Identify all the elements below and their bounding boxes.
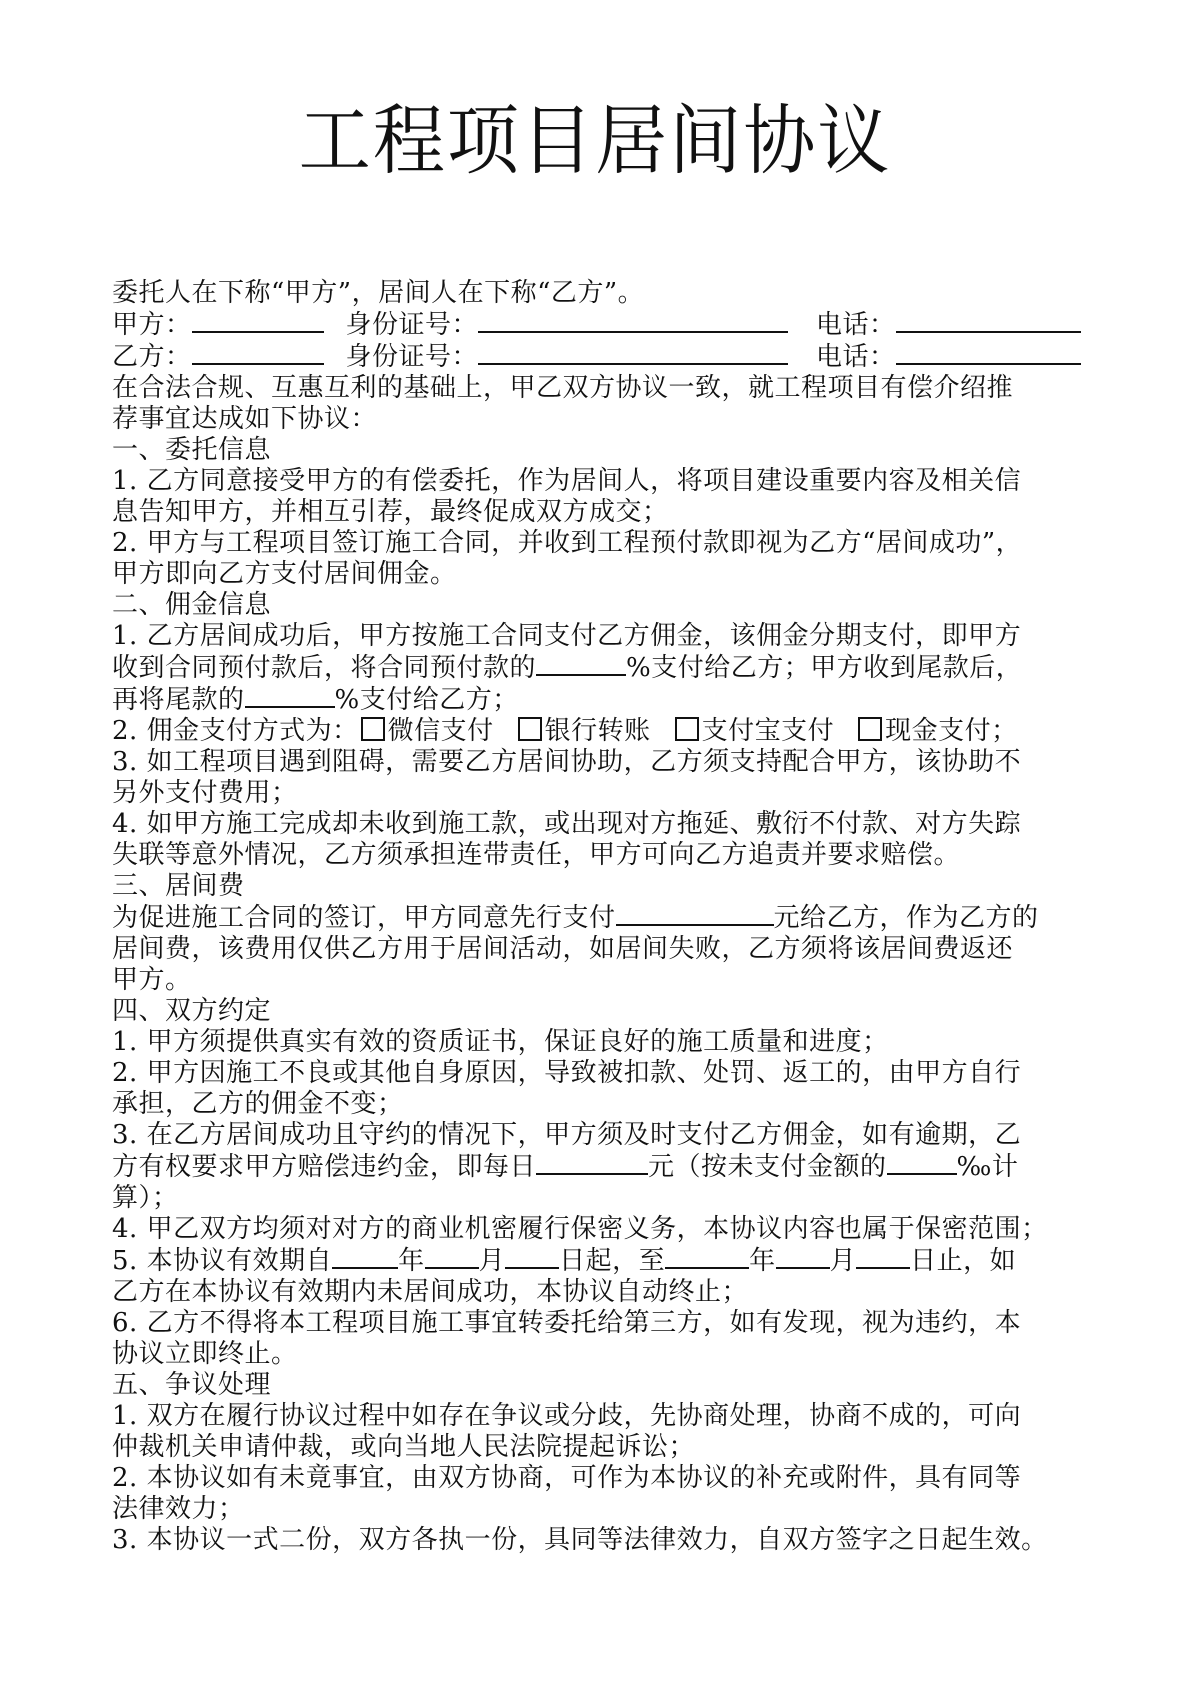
agreement-body bbox=[112, 278, 1082, 1556]
clause-text: %支付给乙方； bbox=[334, 685, 519, 715]
clause-line bbox=[112, 1151, 1082, 1183]
section-heading: 二、佣金信息 bbox=[112, 590, 272, 620]
payment-method-line bbox=[112, 716, 1082, 747]
party-b-label: 乙方： bbox=[112, 342, 192, 372]
section-heading: 五、争议处理 bbox=[112, 1370, 272, 1400]
clause-text: %支付给乙方；甲方收到尾款后， bbox=[626, 653, 1023, 683]
clause-line: 2. 甲方因施工不良或其他自身原因，导致被扣款、处罚、返工的，由甲方自行 bbox=[112, 1058, 1022, 1088]
clause-text: 月 bbox=[478, 1246, 506, 1276]
clause-text: 收到合同预付款后，将合同预付款的 bbox=[112, 653, 537, 683]
party-a-label: 甲方： bbox=[112, 310, 192, 340]
clause-line: 4. 甲乙双方均须对对方的商业机密履行保密义务，本协议内容也属于保密范围； bbox=[112, 1214, 1048, 1244]
daily-penalty-field[interactable] bbox=[536, 1151, 648, 1175]
clause-line: 另外支付费用； bbox=[112, 778, 298, 808]
clause-line: 2. 甲方与工程项目签订施工合同，并收到工程预付款即视为乙方“居间成功”， bbox=[112, 528, 1023, 558]
clause-line: 2. 本协议如有未竟事宜，由双方协商，可作为本协议的补充或附件，具有同等 bbox=[112, 1463, 1022, 1493]
clause-text: 日止，如 bbox=[910, 1246, 1017, 1276]
bank-transfer-checkbox[interactable] bbox=[518, 717, 542, 741]
clause-line: 失联等意外情况，乙方须承担连带责任，甲方可向乙方追责并要求赔偿。 bbox=[112, 840, 961, 870]
clause-line: 算）； bbox=[112, 1183, 179, 1213]
party-b-line bbox=[112, 341, 1082, 373]
final-percent-field[interactable] bbox=[245, 684, 335, 708]
clause-line: 3. 本协议一式二份，双方各执一份，具同等法律效力，自双方签字之日起生效。 bbox=[112, 1525, 1048, 1555]
party-a-id-field[interactable] bbox=[478, 309, 788, 333]
party-a-id-label: 身份证号： bbox=[345, 310, 479, 340]
clause-line: 甲方即向乙方支付居间佣金。 bbox=[112, 559, 457, 589]
party-b-tel-field[interactable] bbox=[896, 341, 1081, 365]
penalty-permille-field[interactable] bbox=[887, 1151, 957, 1175]
preamble-line: 在合法合规、互惠互利的基础上，甲乙双方协议一致，就工程项目有偿介绍推 bbox=[112, 373, 1014, 403]
clause-line: 4. 如甲方施工完成却未收到施工款，或出现对方拖延、敷衍不付款、对方失踪 bbox=[112, 809, 1022, 839]
clause-line: 1. 乙方居间成功后，甲方按施工合同支付乙方佣金，该佣金分期支付，即甲方 bbox=[112, 621, 1022, 651]
party-a-tel-field[interactable] bbox=[896, 309, 1081, 333]
clause-line: 1. 甲方须提供真实有效的资质证书，保证良好的施工质量和进度； bbox=[112, 1027, 889, 1057]
clause-text: 再将尾款的 bbox=[112, 685, 245, 715]
clause-line: 居间费，该费用仅供乙方用于居间活动，如居间失败，乙方须将该居间费返还 bbox=[112, 934, 1014, 964]
clause-text: 日起，至 bbox=[559, 1246, 666, 1276]
clause-line: 6. 乙方不得将本工程项目施工事宜转委托给第三方，如有发现，视为违约，本 bbox=[112, 1308, 1022, 1338]
checkbox-label: 支付宝支付 bbox=[701, 716, 835, 746]
cash-checkbox[interactable] bbox=[858, 717, 882, 741]
clause-line: 乙方在本协议有效期内未居间成功，本协议自动终止； bbox=[112, 1277, 749, 1307]
clause-line: 协议立即终止。 bbox=[112, 1339, 298, 1369]
start-year-field[interactable] bbox=[332, 1245, 398, 1269]
clause-text: 年 bbox=[749, 1246, 776, 1276]
section-heading: 一、委托信息 bbox=[112, 435, 272, 465]
end-month-field[interactable] bbox=[776, 1245, 830, 1269]
party-b-tel-label: 电话： bbox=[816, 342, 896, 372]
party-a-tel-label: 电话： bbox=[816, 310, 896, 340]
clause-line: 1. 双方在履行协议过程中如存在争议或分歧，先协商处理，协商不成的，可向 bbox=[112, 1401, 1022, 1431]
clause-line: 3. 在乙方居间成功且守约的情况下，甲方须及时支付乙方佣金，如有逾期，乙 bbox=[112, 1120, 1022, 1150]
clause-text: 5. 本协议有效期自 bbox=[112, 1246, 333, 1276]
clause-text: 方有权要求甲方赔偿违约金，即每日 bbox=[112, 1152, 537, 1182]
clause-line: 3. 如工程项目遇到阻碍，需要乙方居间协助，乙方须支持配合甲方，该协助不 bbox=[112, 747, 1022, 777]
end-year-field[interactable] bbox=[665, 1245, 749, 1269]
end-day-field[interactable] bbox=[856, 1245, 910, 1269]
party-b-id-field[interactable] bbox=[478, 341, 788, 365]
section-heading: 三、居间费 bbox=[112, 871, 245, 901]
checkbox-label: 银行转账 bbox=[544, 716, 651, 746]
checkbox-label: 微信支付 bbox=[387, 716, 494, 746]
wechat-checkbox[interactable] bbox=[361, 717, 385, 741]
clause-line: 承担，乙方的佣金不变； bbox=[112, 1089, 404, 1119]
preamble-line: 荐事宜达成如下协议： bbox=[112, 404, 378, 434]
clause-line: 1. 乙方同意接受甲方的有偿委托，作为居间人，将项目建设重要内容及相关信 bbox=[112, 466, 1022, 496]
broker-fee-field[interactable] bbox=[616, 902, 774, 926]
clause-text: 月 bbox=[829, 1246, 857, 1276]
clause-line bbox=[112, 902, 1082, 934]
clause-line: 息告知甲方，并相互引荐，最终促成双方成交； bbox=[112, 497, 669, 527]
clause-text: 元（按未支付金额的 bbox=[648, 1152, 887, 1182]
start-day-field[interactable] bbox=[505, 1245, 559, 1269]
payment-method-label: 2. 佣金支付方式为： bbox=[112, 716, 359, 746]
section-heading: 四、双方约定 bbox=[112, 996, 272, 1026]
party-b-name-field[interactable] bbox=[192, 341, 324, 365]
prepay-percent-field[interactable] bbox=[536, 652, 626, 676]
party-b-id-label: 身份证号： bbox=[345, 342, 479, 372]
clause-line: 仲裁机关申请仲裁，或向当地人民法院提起诉讼； bbox=[112, 1432, 696, 1462]
clause-text: 为促进施工合同的签订，甲方同意先行支付 bbox=[112, 903, 616, 933]
alipay-checkbox[interactable] bbox=[675, 717, 699, 741]
start-month-field[interactable] bbox=[425, 1245, 479, 1269]
clause-line: 甲方。 bbox=[112, 965, 192, 995]
clause-line: 法律效力； bbox=[112, 1494, 245, 1524]
clause-text: ‰计 bbox=[956, 1152, 1019, 1182]
intro-line: 委托人在下称“甲方”，居间人在下称“乙方”。 bbox=[112, 278, 645, 308]
party-a-name-field[interactable] bbox=[192, 309, 324, 333]
clause-line bbox=[112, 652, 1082, 684]
clause-line bbox=[112, 684, 1082, 716]
clause-text: 元给乙方，作为乙方的 bbox=[773, 903, 1039, 933]
validity-line bbox=[112, 1245, 1082, 1277]
party-a-line bbox=[112, 309, 1082, 341]
checkbox-label: 现金支付； bbox=[885, 716, 1018, 746]
page-title: 工程项目居间协议 bbox=[298, 96, 892, 185]
clause-text: 年 bbox=[398, 1246, 425, 1276]
